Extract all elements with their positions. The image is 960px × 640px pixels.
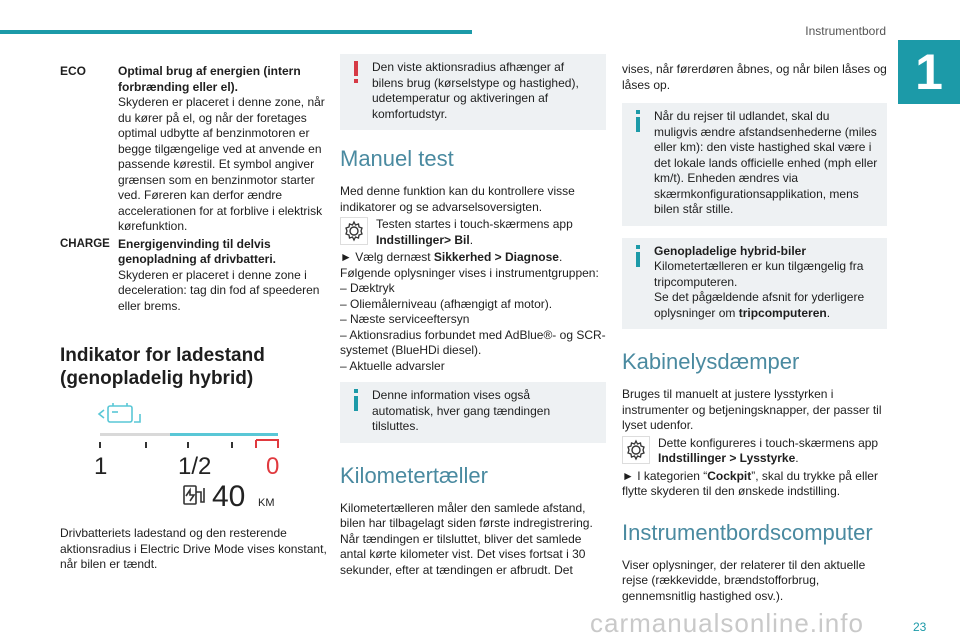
manual-item: – Oliemålerniveau (afhængigt af motor). [340, 296, 553, 311]
range-value: 40 [212, 480, 246, 513]
dimmer-step-pre: ► I kategorien “ [622, 468, 708, 483]
gauge-label-right: 0 [266, 453, 280, 480]
info-note-units [622, 103, 887, 226]
info1-rest: muligvis ændre afstandsenhederne (miles eller km): den viste hastighed skal være i det lokale lands officielle enhed (mph eller km/t). Enheden ændres via skærmkonfigurationsapplikation, mens bilen står stille. [654, 124, 878, 216]
warning-exclamation-icon [350, 61, 362, 85]
info-note [340, 382, 606, 443]
indicator-text: Drivbatteriets ladestand og den resterende aktionsradius i Electric Drive Mode vises konstant, når bilen er tændt. [60, 526, 327, 571]
gauge-label-left: 1 [94, 453, 108, 480]
eco-term: ECO [60, 64, 87, 78]
info2-bold2: tripcomputeren [738, 305, 827, 320]
page-header-title: Instrumentbord [805, 24, 886, 38]
gauge-svg [60, 400, 330, 522]
gauge-fill [170, 433, 278, 436]
column-3 [622, 62, 887, 604]
info2-text2-line: Se det pågældende afsnit for yderligere oplysninger om tripcomputeren. [654, 290, 865, 320]
warning-note [340, 54, 606, 130]
manual-gear-instruction: Testen startes i touch-skærmens app Indstillinger> Bil. [340, 217, 606, 248]
settings-gear-icon [622, 436, 650, 464]
odometer-continued: vises, når førerdøren åbnes, og når bilen låses og låses op. [622, 62, 887, 92]
manual-item: – Næste serviceeftersyn [340, 312, 470, 326]
gauge-label-mid: 1/2 [178, 453, 212, 480]
manual-item: – Dæktryk [340, 281, 395, 295]
manual-step-bold: Sikkerhed > Diagnose [433, 250, 559, 264]
computer-text: Viser oplysninger, der relaterer til den aktuelle rejse (rækkevidde, brændstofforbrug, gennemsnitlig hastighed osv.). [622, 557, 866, 603]
info1-first-line: Når du rejser til udlandet, skal du [654, 109, 830, 123]
dimmer-gear-instruction: Dette konfigureres i touch-skærmens app Indstillinger > Lysstyrke. [622, 436, 887, 467]
info2-text1: Kilometertælleren er kun tilgængelig fra tripcomputeren. [654, 259, 864, 289]
manual-list-intro: Følgende oplysninger vises i instrumentgruppen: [340, 265, 599, 280]
computer-heading: Instrumentbordscomputer [622, 519, 873, 545]
info-icon [350, 389, 362, 413]
charge-bold: Energigenvinding til delvis genopladning af drivbatteri. [118, 236, 277, 266]
column-2 [340, 60, 606, 578]
eco-bold: Optimal brug af energien (intern forbrænding eller el). [118, 64, 301, 94]
odometer-heading: Kilometertæller [340, 462, 488, 488]
dimmer-step-post: ”, skal du trykke på eller flytte skyderen til den ønskede indstilling. [622, 468, 878, 498]
info2-text2: Se det pågældende afsnit for yderligere oplysninger om [654, 290, 865, 320]
info-icon [632, 245, 644, 269]
info-note-hybrid [622, 238, 887, 330]
dimmer-text: Bruges til manuelt at justere lysstyrken i instrumenter og betjeningsknapper, der passer til lyset udenfor. [622, 387, 882, 432]
info-icon [632, 110, 644, 134]
manual-gear-bold: Indstillinger> Bil [376, 232, 470, 247]
dimmer-gear-bold: Indstillinger > Lysstyrke [658, 451, 796, 465]
charge-description [118, 237, 330, 315]
manual-step: ► Vælg dernæst Sikkerhed > Diagnose. [340, 250, 563, 264]
battery-plug-icon [99, 403, 140, 422]
odometer-text: Kilometertælleren måler den samlede afstand, bilen har tilbagelagt siden første indregistrering. Når tændingen er tilsluttet, bliver det samlede antal kørte kilometer vist. Det vises fortsat i 30 sekunder, efter at tændingen er afbrudt. Det [340, 500, 593, 577]
manual-test-heading: Manuel test [340, 146, 454, 171]
manual-step-pre: ► Vælg dernæst [340, 250, 434, 264]
range-unit: KM [258, 497, 275, 509]
dimmer-step-bold: Cockpit [707, 468, 752, 483]
eco-definition [60, 64, 330, 235]
eco-text: Skyderen er placeret i denne zone, når du kører på el, og når der foretages optimal udbytte af benzinmotoren er begge tilgængelige ved at anvende en passende kørestil. Et symbol angiver grænsen som en benzinmotor starter ved. Føreren kan derfor ændre accelerationen for at forblive i elektrisk kørefunktion. [118, 95, 325, 233]
chapter-tab[interactable]: 1 [898, 40, 960, 104]
manual-item: – Aktionsradius forbundet med AdBlue®- og SCR-systemet (BlueHDi diesel). [340, 327, 606, 357]
charge-term: CHARGE [60, 237, 110, 250]
ev-charger-icon [184, 486, 204, 504]
warning-first-line: Den viste aktionsradius afhænger af [372, 60, 565, 74]
charge-definition [60, 237, 330, 315]
tick-red [256, 440, 278, 448]
eco-description [118, 64, 330, 235]
info-first-line: Denne information vises også [372, 388, 531, 402]
dimmer-step [622, 469, 887, 500]
info-rest: automatisk, hver gang tændingen tilsluttes. [372, 403, 551, 433]
header-rule [0, 30, 472, 34]
manual-item: – Aktuelle advarsler [340, 358, 445, 373]
manual-gear-text: Testen startes i touch-skærmens app [376, 217, 573, 231]
manual-intro: Med denne funktion kan du kontrollere visse indikatorer og se advarselsoversigten. [340, 184, 575, 214]
column-1 [60, 64, 330, 573]
info2-bold: Genopladelige hybrid-biler [654, 243, 807, 258]
page-number: 23 [913, 620, 927, 634]
dimmer-gear-text: Dette konfigureres i touch-skærmens app [658, 435, 879, 450]
dimmer-heading: Kabinelysdæmper [622, 349, 800, 374]
charge-gauge-illustration [60, 400, 330, 522]
charge-text: Skyderen er placeret i denne zone i deceleration: tag din fod af speederen eller brems. [118, 267, 320, 313]
warning-rest: bilens brug (kørselstype og hastighed), udetemperatur og aktiveringen af komfortudstyr. [372, 75, 579, 121]
settings-gear-icon [340, 217, 368, 245]
watermark: carmanualsonline.info [590, 608, 864, 638]
indicator-heading: Indikator for ladestand (genopladelig hybrid) [60, 345, 265, 389]
